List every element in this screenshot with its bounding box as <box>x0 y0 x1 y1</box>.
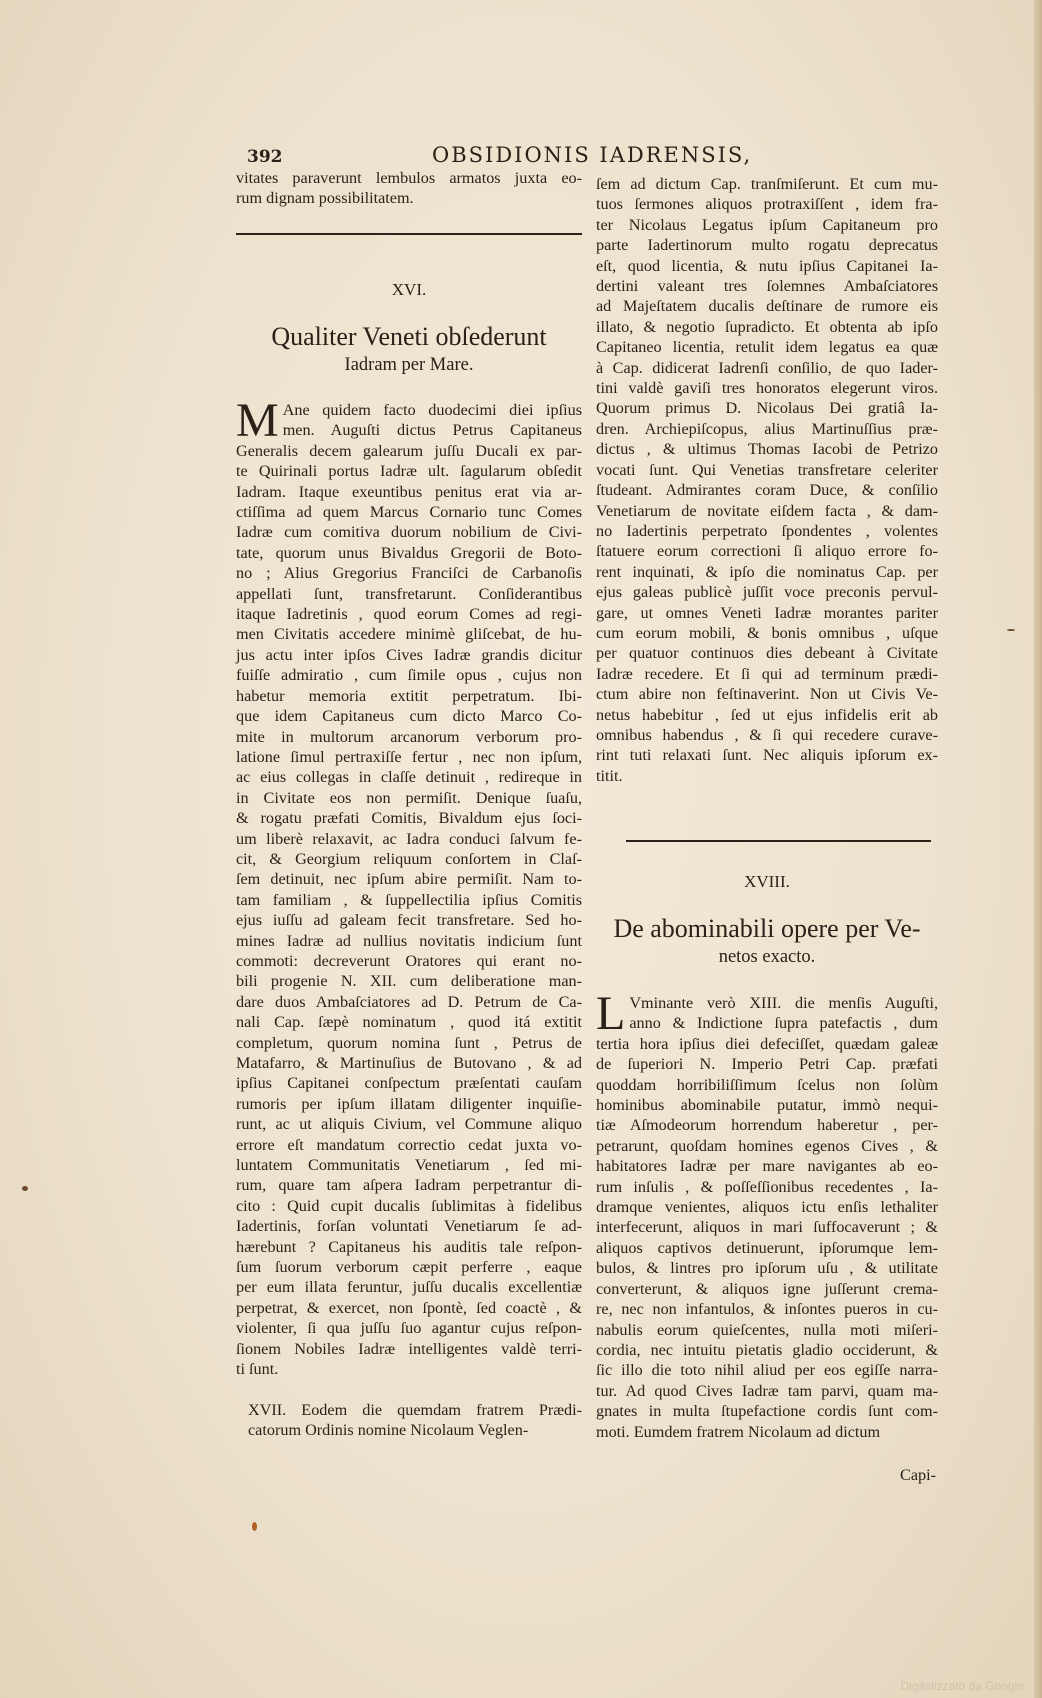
text-line: ſem ad dictum Cap. tranſmiſerunt. Et cum mu- <box>596 175 938 193</box>
text-line: petrarunt, quoſdam homines egenos Cives , & <box>596 1136 938 1155</box>
text-line: ter Nicolaus Legatus ipſum Capitaneum pro <box>596 215 938 234</box>
text-line: Iadræ cum comitiva duorum nobilium de Civi- <box>236 523 582 542</box>
text-line: catorum Ordinis nomine Nicolaum Veglen- <box>248 1421 529 1440</box>
text-line: Iadræ recedere. Et ſi qui ad terminum prædi- <box>596 664 938 683</box>
text-line: men. Auguſti dictus Petrus Capitaneus <box>282 421 582 440</box>
section-title-xvi-line1: Qualiter Veneti obſederunt <box>271 322 547 351</box>
text-line: errore eſt mandatum correctio cedat juxta vo- <box>236 1135 582 1154</box>
text-line: te Quirinali portus Iadræ ult. ſagularum obſedit <box>236 462 582 481</box>
text-line: per eum illata feruntur, juſſu ducalis excellentiæ <box>236 1278 582 1297</box>
text-line: anno & Indictione ſupra patefactis , dum <box>629 1014 938 1033</box>
text-line: jus actu inter ipſos Cives Iadræ grandis dicitur <box>236 645 582 664</box>
text-line: no ; Alius Gregorius Franciſci de Carbanoſis <box>236 564 582 583</box>
text-line: ſionem Nobiles Iadræ intelligentes valdè terri- <box>236 1339 582 1358</box>
text-line: mite in multorum arcanorum verborum pro- <box>236 727 582 746</box>
text-line: re, nec non infantulos, & inſontes pueros in cu- <box>596 1300 938 1319</box>
text-line: rum dignam possibilitatem. <box>236 189 414 208</box>
text-line: tini valdè gaviſi tres honoratos elegerunt viros. <box>596 379 938 398</box>
text-line: Iadram. Itaque exeuntibus penitus erat via ar- <box>236 482 582 501</box>
drop-cap-m: M <box>236 394 279 447</box>
text-line: itaque Iadretinis , quod eorum Comes ad regi- <box>236 605 582 624</box>
text-line: vocati ſunt. Qui Venetias transfretare celeriter <box>596 460 938 479</box>
text-line: dare duos Ambaſciatores ad D. Petrum de Ca- <box>236 992 582 1011</box>
text-line: de ſuperiori N. Imperio Petri Cap. præfati <box>596 1055 938 1074</box>
ink-spot <box>1007 629 1015 631</box>
text-line: hærebunt ? Capitaneus his auditis tale reſpon- <box>236 1237 582 1256</box>
text-line: tam familiam , & ſuppellectilia ipſius Comitis <box>236 890 582 909</box>
section-title-xviii-line1: De abominabili opere per Ve- <box>613 914 921 943</box>
xvii-paragraph <box>248 1400 582 1441</box>
text-line: ad Majeſtatem ducalis deſtinare de rumore eis <box>596 297 938 316</box>
text-line: illato, & negotio ſupradicto. Et obtenta ab ipſo <box>596 317 938 336</box>
text-line: que idem Capitaneus cum dicto Marco Co- <box>236 707 582 726</box>
text-line: converterunt, & aliquos igne juſſerunt crema- <box>596 1279 938 1298</box>
text-line: à Cap. didicerat Iadrenſi conſilio, de quo Iader- <box>596 358 938 377</box>
text-line: ejus iuſſu ad galeam fecit transfretare. Sed ho- <box>236 911 582 930</box>
text-line: cit, & Georgium reliquum conſortem in Claſ- <box>236 849 582 868</box>
section-divider-right <box>626 840 931 842</box>
text-line: tuos ſermones aliquos protraxiſſent , idem fra- <box>596 195 938 214</box>
text-line: Iadertinis, forſan voluntati Venetiarum ſe ad- <box>236 1217 582 1236</box>
text-line: mines Iadræ ad nullius novitatis indicium ſunt <box>236 931 582 950</box>
text-line: rent inquinati, & ipſo die nominatus Cap. per <box>596 562 938 581</box>
section-title-xviii-line2: netos exacto. <box>718 947 816 967</box>
text-line: cito : Quid cupit ducalis ſublimitas à fidelibus <box>236 1196 582 1215</box>
page-header <box>247 143 887 171</box>
right-top-text <box>596 174 938 786</box>
text-line: netus habebitur , ſed ut ejus infidelis erit ab <box>596 705 938 724</box>
ink-spot <box>252 1522 257 1531</box>
text-line: ti ſunt. <box>236 1360 279 1379</box>
text-line: omnibus habendus , & ſi qui recedere curave- <box>596 725 938 744</box>
text-line: dren. Archiepiſcopus, alius Martinuſſius præ- <box>596 419 938 438</box>
text-line: nabulis eorum quieſcentes, nulla moti miſeri- <box>596 1320 938 1339</box>
text-line: completum, quorum nomina ſunt , Petrus de <box>236 1033 582 1052</box>
text-line: hominibus abominabile putatur, immò nequi- <box>596 1096 938 1115</box>
text-line: ſtatuere eorum correctioni ſi aliquo errore fo- <box>596 542 938 561</box>
text-line: Quorum primus D. Nicolaus Dei gratiâ Ia- <box>596 399 938 418</box>
text-line: Venetiarum de novitate eiſdem facta , & dam- <box>596 501 938 520</box>
text-line: cum eorum mobili, & bonis omnibus , uſque <box>596 623 938 642</box>
text-line: no Iadertinis perpetrato ſpondentes , volentes <box>596 521 938 540</box>
text-line: eſt, quod licentia, & nutu ipſius Capitanei Ia- <box>596 256 938 275</box>
text-line: cordia, nec intuitu pietatis gladio occiderunt, & <box>596 1340 938 1359</box>
text-line: in Civitate eos non permiſit. Denique ſuaſu, <box>236 788 582 807</box>
text-line: rum inſulis , & poſſeſſionibus recedentes , Ia- <box>596 1177 938 1196</box>
text-line: ſtudeant. Admirantes coram Duce, & conſilio <box>596 481 938 500</box>
text-line: nali Cap. ſæpè nominatum , quod itá extitit <box>236 1013 582 1032</box>
text-line: runt, ac ut aliquis Civium, vel Commune aliquo <box>236 1115 582 1134</box>
text-line: Matafarro, & Martinuſius de Butovano , & ad <box>236 1054 582 1072</box>
section-divider-left <box>236 233 582 235</box>
section-number-xviii: XVIII. <box>744 872 790 891</box>
digitization-watermark: Digitalizzato da Google <box>900 1679 1024 1693</box>
text-line: rumoris per ipſum illatam diligenter inquiſie- <box>236 1094 582 1113</box>
text-line: tertia hora ipſius diei defeciſſet, quædam galeæ <box>596 1034 938 1053</box>
text-line: tate, quorum unus Bivaldus Gregorii de Boto- <box>236 543 582 562</box>
text-line: dramque venientes, aliquos ictu enſis lethaliter <box>596 1198 938 1217</box>
text-line: ctiſſima ad quem Marcus Cornario tunc Comes <box>236 503 582 522</box>
text-line: latione ſimul pertraxiſſe fertur , nec non ipſum, <box>236 747 582 766</box>
page-number: 392 <box>247 147 283 167</box>
text-line: tiæ Aſmodeorum horrendum haberetur , per- <box>596 1116 938 1135</box>
text-line: Generalis decem galearum juſſu Ducali ex par- <box>236 441 582 460</box>
text-line: dictus , & ultimus Thomas Iacobi de Petrizo <box>596 440 938 459</box>
page-edge <box>1034 0 1042 1698</box>
text-line: ipſius Capitanei conſpectum præſentati cauſam <box>236 1074 582 1093</box>
catchword: Capi- <box>900 1466 936 1484</box>
text-line: ctum abire non feſtinaverint. Non ut Civis Ve- <box>596 685 938 704</box>
text-line: interfecerunt, aliquos in mari ſuffocaverunt ; & <box>596 1218 938 1237</box>
text-line: ac eius collegas in claſſe detinuit , redireque in <box>236 768 582 787</box>
text-line: vitates paraverunt lembulos armatos juxta eo- <box>236 169 582 187</box>
text-line: um liberè relaxavit, ac Iadra conduci ſalvum fe- <box>236 829 582 848</box>
text-line: tur. Ad quod Cives Iadræ tam parvi, quam ma- <box>596 1381 938 1400</box>
text-line: quoddam horribiliſſimum ſcelus non ſolùm <box>596 1075 938 1094</box>
text-line: parte Iadertinorum multo rogatu deprecatus <box>596 236 938 255</box>
running-head: OBSIDIONIS IADRENSIS, <box>432 143 753 167</box>
section-number-xvi: XVI. <box>391 280 427 299</box>
text-line: habitatores Iadræ per mare navigantes ab eo- <box>596 1157 938 1176</box>
text-line: ſum ſuorum verborum cæpit perferre , eaque <box>236 1258 582 1277</box>
text-line: bulos, & lintres pro ipſorum uſu , & utilitate <box>596 1259 938 1278</box>
left-body-text <box>236 394 582 1380</box>
text-line: commoti: decreverunt Oratores qui erant no- <box>236 951 582 970</box>
text-line: gnates in multa ſtupefactione cordis ſunt com- <box>596 1402 938 1421</box>
ink-spot <box>22 1186 28 1191</box>
text-line: rum, quare tam aſpera Iadram perpetrantur di- <box>236 1176 582 1195</box>
text-line: fuiſſe admiratio , cum ſimile opus , cujus non <box>236 666 582 685</box>
left-top-text <box>236 168 582 209</box>
text-line: titit. <box>596 766 623 785</box>
text-line: luntatem Communitatis Venetiarum , ſed mi- <box>236 1156 582 1175</box>
text-line: rint tuti relaxati ſunt. Nec aliquis ipſorum ex- <box>596 746 938 765</box>
text-line: & rogatu præfati Comitis, Bivaldum ejus ſoci- <box>236 809 582 828</box>
text-line: violenter, ſi qua juſſu ſuo agantur cujus reſpon- <box>236 1319 582 1338</box>
text-line: ejus galeas publicè juſſit voce preconis pervul- <box>596 583 938 602</box>
right-body-text <box>596 987 938 1442</box>
text-line: bili progenie N. XII. cum deliberatione man- <box>236 972 582 991</box>
drop-cap-l: L <box>596 987 626 1040</box>
text-line: aliquos captivos detinuerunt, ipſorumque lem- <box>596 1238 938 1257</box>
text-line: habetur memoria extitit perpetratum. Ibi- <box>236 686 582 705</box>
text-line: appellati ſunt, transfretarunt. Conſiderantibus <box>236 584 582 603</box>
text-line: dertini valeant tres ſolemnes Ambaſciatores <box>596 277 938 296</box>
text-line: men Civitatis accedere minimè gliſcebat, de hu- <box>236 625 582 644</box>
text-line: ſic illo die toto nihil aliud per eos egiſſe narra- <box>596 1361 938 1380</box>
text-line: per quatuor continuos dies debeant à Civitate <box>596 644 938 663</box>
text-line: Capitaneo licentia, retulit idem legatus ea quæ <box>596 338 938 357</box>
text-line: Ane quidem facto duodecimi diei ipſius <box>282 401 582 419</box>
text-line: Vminante verò XIII. die menſis Auguſti, <box>629 994 938 1012</box>
text-line: XVII. Eodem die quemdam fratrem Prædi- <box>248 1401 582 1419</box>
text-line: gare, ut omnes Veneti Iadræ morantes pariter <box>596 603 938 622</box>
text-line: perpetrat, & exercet, non ſpontè, ſed coactè , & <box>236 1298 582 1317</box>
section-title-xvi-line2: Iadram per Mare. <box>344 355 474 375</box>
text-line: moti. Eumdem fratrem Nicolaum ad dictum <box>596 1422 881 1441</box>
text-line: ſem detinuit, nec ipſum abire permiſit. Nam to- <box>236 870 582 889</box>
